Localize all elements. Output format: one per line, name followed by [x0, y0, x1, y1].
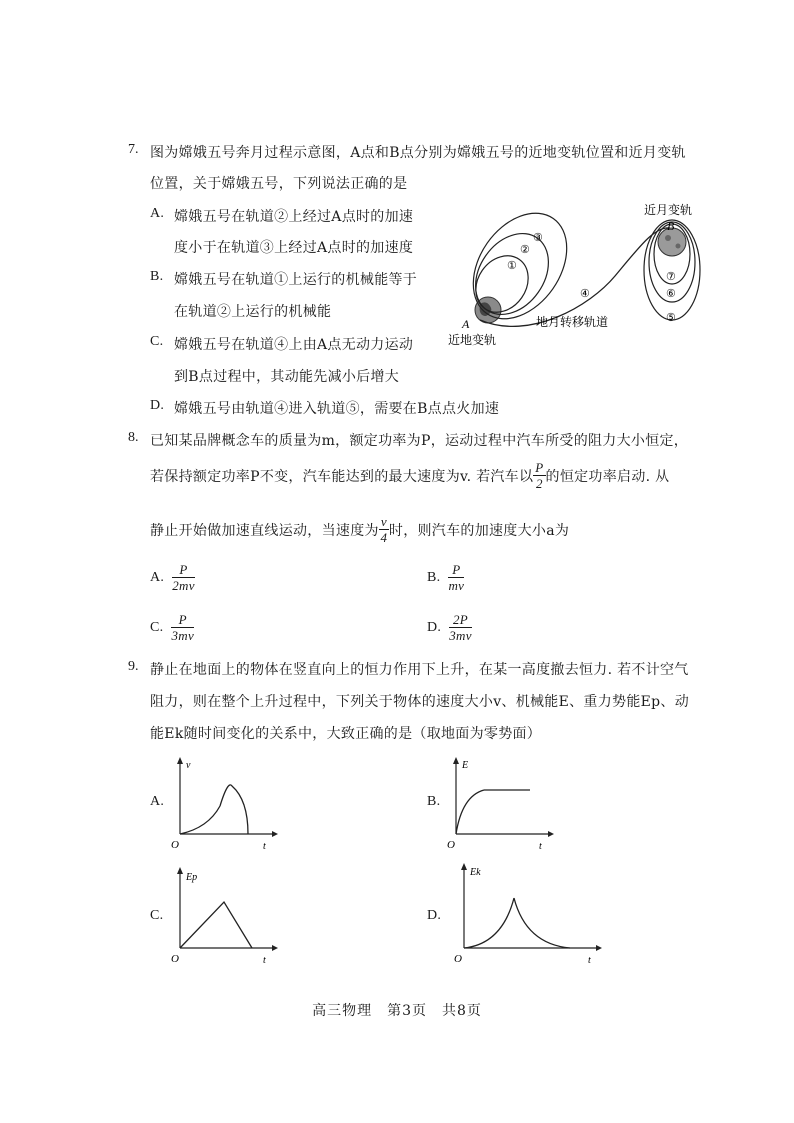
- q9-graph-d-letter: D.: [427, 908, 442, 923]
- q8-option-d: [427, 612, 472, 643]
- fraction-denominator: mv: [448, 578, 465, 593]
- q8-line3-text-a: 静止开始做加速直线运动，当速度为: [150, 522, 379, 539]
- fraction-numerator: P: [448, 562, 464, 578]
- q9-line2: 阻力，则在整个上升过程中，下列关于物体的速度大小v、机械能E、重力势能Ep、动: [150, 694, 690, 710]
- orbit-6-label: ⑥: [666, 288, 676, 300]
- fraction-denominator: 2: [536, 476, 543, 491]
- q7-option-a-letter: A.: [150, 206, 165, 221]
- q7-option-d-letter: D.: [150, 398, 165, 413]
- curve-fall: [220, 785, 248, 834]
- x-axis-arrow-icon: [272, 831, 278, 837]
- q9-graph-a: [168, 756, 278, 851]
- fraction-numerator: P: [535, 460, 544, 475]
- q8-line2-text-b: 的恒定功率启动. 从: [545, 468, 670, 485]
- origin-label: O: [454, 953, 462, 965]
- q8-option-b-fraction: [448, 562, 464, 593]
- q8-option-c-fraction: [171, 612, 194, 643]
- y-axis-arrow-icon: [177, 757, 183, 764]
- q7-option-a-line2: 度小于在轨道③上经过A点时的加速度: [174, 240, 414, 256]
- q9-graph-d: [452, 862, 602, 966]
- y-label: E: [462, 760, 469, 771]
- fraction-numerator: P: [172, 562, 195, 578]
- label-b: B: [667, 219, 675, 233]
- q8-line3-text-b: 时，则汽车的加速度大小a为: [388, 522, 570, 539]
- origin-label: O: [171, 839, 179, 851]
- q7-orbit-figure: [440, 196, 720, 356]
- x-label: t: [263, 955, 266, 966]
- q9-graph-c-letter: C.: [150, 908, 164, 923]
- curve-fall: [514, 898, 570, 948]
- q8-option-b: [427, 562, 464, 593]
- x-axis-arrow-icon: [272, 945, 278, 951]
- origin-label: O: [171, 953, 179, 965]
- curve-rise: [456, 790, 484, 834]
- q9-number: 9.: [128, 659, 139, 674]
- q8-option-c: [150, 612, 194, 643]
- q7-number: 7.: [128, 142, 139, 157]
- orbit-2-label: ②: [520, 244, 530, 256]
- q9-line3: 能Ek随时间变化的关系中，大致正确的是（取地面为零势面）: [150, 726, 542, 742]
- fraction-numerator: v: [380, 514, 387, 529]
- q8-option-d-fraction: [449, 612, 472, 643]
- q8-line2: [150, 460, 669, 491]
- origin-label: O: [447, 839, 455, 851]
- orbit-4-label: ④: [580, 288, 590, 300]
- q8-option-a-fraction: [172, 562, 195, 593]
- orbit-5-label: ⑤: [666, 312, 676, 324]
- moon-crater: [665, 235, 671, 241]
- q7-option-b-line1: 嫦娥五号在轨道①上运行的机械能等于: [174, 272, 418, 288]
- curve-triangle: [180, 902, 252, 948]
- q9-graph-c: [168, 866, 278, 966]
- q8-option-a-letter: A.: [150, 569, 165, 585]
- q8-option-c-letter: C.: [150, 619, 164, 635]
- fraction-denominator: 3mv: [171, 628, 195, 643]
- x-label: t: [263, 841, 266, 851]
- y-axis-arrow-icon: [453, 757, 459, 764]
- q8-line3-fraction: [379, 514, 389, 545]
- fraction-numerator: 2P: [449, 612, 472, 628]
- x-label: t: [539, 841, 542, 851]
- label-a: A: [462, 317, 470, 331]
- q9-graph-b: [444, 756, 554, 851]
- orbit-1-label: ①: [507, 260, 517, 272]
- q7-option-c-line1: 嫦娥五号在轨道④上由A点无动力运动: [174, 337, 414, 353]
- q8-option-d-letter: D.: [427, 619, 442, 635]
- q8-line1: 已知某品牌概念车的质量为m，额定功率为P，运动过程中汽车所受的阻力大小恒定，: [150, 433, 689, 449]
- q8-line2-fraction: [533, 460, 545, 491]
- page-footer: 高三物理 第3页 共8页: [312, 1003, 482, 1019]
- q7-option-d-line1: 嫦娥五号由轨道④进入轨道⑤，需要在B点点火加速: [174, 401, 500, 417]
- q8-line2-text-a: 若保持额定功率P不变，汽车能达到的最大速度为v. 若汽车以: [150, 468, 534, 485]
- transfer-orbit-4: [480, 228, 670, 327]
- moon-crater: [676, 244, 681, 249]
- q9-graph-b-letter: B.: [427, 794, 441, 809]
- y-axis-arrow-icon: [461, 863, 467, 870]
- q7-stem-line1: 图为嫦娥五号奔月过程示意图，A点和B点分别为嫦娥五号的近地变轨位置和近月变轨: [150, 145, 686, 161]
- y-label: v: [186, 760, 191, 771]
- q8-option-b-letter: B.: [427, 569, 441, 585]
- q7-stem-line2: 位置，关于嫦娥五号，下列说法正确的是: [150, 176, 408, 192]
- q7-option-a-line1: 嫦娥五号在轨道②上经过A点时的加速: [174, 209, 414, 225]
- fraction-denominator: 4: [380, 530, 388, 545]
- curve-rise: [464, 898, 514, 948]
- fraction-denominator: 3mv: [449, 628, 472, 643]
- label-near-earth: 近地变轨: [448, 333, 497, 347]
- q8-option-a: [150, 562, 195, 593]
- q8-line3: [150, 514, 569, 545]
- y-label: Ek: [470, 867, 481, 878]
- q7-option-b-letter: B.: [150, 269, 164, 284]
- q7-option-c-letter: C.: [150, 334, 164, 349]
- orbit-3-label: ③: [533, 232, 543, 244]
- q9-graph-a-letter: A.: [150, 794, 165, 809]
- label-near-moon: 近月变轨: [644, 203, 693, 217]
- curve-rise: [180, 806, 220, 834]
- y-axis-arrow-icon: [177, 867, 183, 874]
- label-transfer-orbit: 地月转移轨道: [536, 315, 609, 329]
- fraction-numerator: P: [171, 612, 194, 628]
- y-label: Ep: [186, 872, 198, 883]
- q8-number: 8.: [128, 430, 139, 445]
- q7-option-c-line2: 到B点过程中，其动能先减小后增大: [174, 369, 400, 385]
- q7-option-b-line2: 在轨道②上运行的机械能: [174, 304, 332, 320]
- x-axis-arrow-icon: [548, 831, 554, 837]
- fraction-denominator: 2mv: [172, 578, 195, 593]
- x-label: t: [588, 955, 591, 966]
- orbit-7-label: ⑦: [666, 271, 676, 283]
- x-axis-arrow-icon: [596, 945, 602, 951]
- q9-line1: 静止在地面上的物体在竖直向上的恒力作用下上升，在某一高度撤去恒力. 若不计空气: [150, 662, 689, 678]
